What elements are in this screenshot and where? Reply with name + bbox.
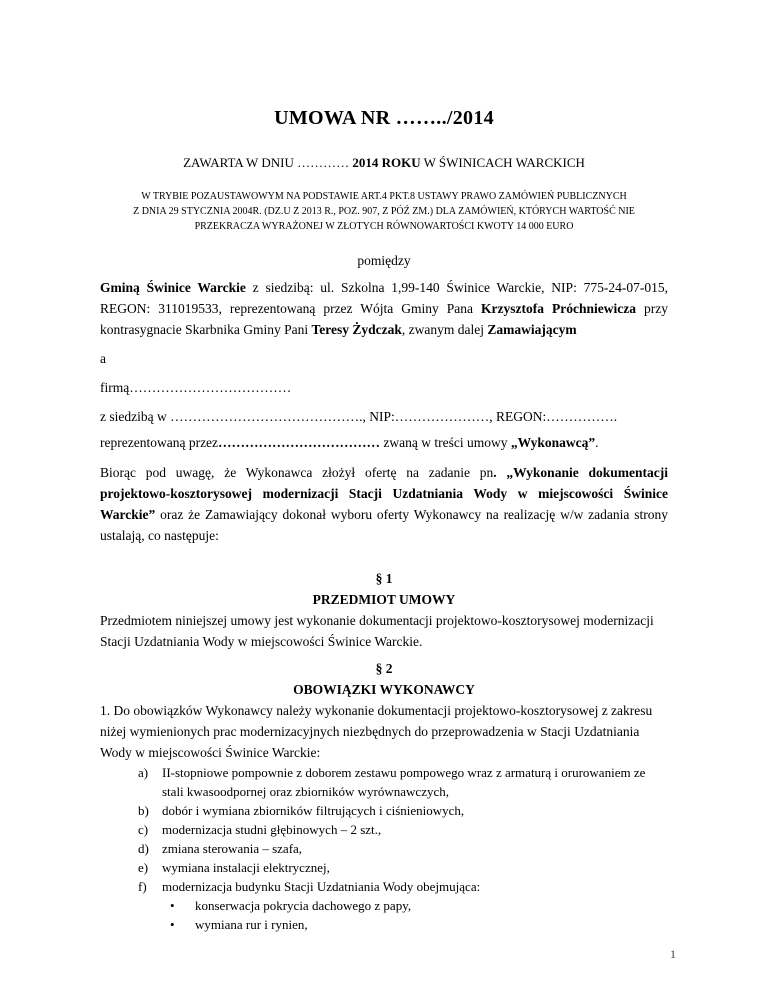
building-sublist — [100, 896, 668, 934]
legal-basis — [100, 189, 668, 234]
list-item-text: wymiana instalacji elektrycznej, — [162, 860, 330, 876]
section-1-number: § 1 — [375, 571, 393, 587]
section-2-intro: 1. Do obowiązków Wykonawcy należy wykonanie dokumentacji projektowo-kosztorysowej z zakresu niżej wymienionych prac modernizacyjnych niezbędnych do przeprowadzenia w Stacji Uzdatniania Wody w miejscowości Świnice Warckie: — [100, 703, 653, 761]
bullet-item-text: konserwacja pokrycia dachowego z papy, — [195, 898, 412, 914]
list-item-marker: a) — [138, 765, 149, 781]
list-item-text: dobór i wymiana zbiorników filtrujących i ciśnieniowych, — [162, 803, 465, 819]
bullet-item-text: wymiana rur i rynien, — [195, 917, 308, 933]
list-item-marker: d) — [138, 841, 149, 857]
list-item-marker: e) — [138, 860, 149, 876]
list-item-text: modernizacja studni głębinowych – 2 szt., — [162, 822, 382, 838]
bullet-item — [170, 896, 668, 915]
preamble-paragraph: Biorąc pod uwagę, że Wykonawca złożył ofertę na zadanie pn. „Wykonanie dokumentacji projektowo-kosztorysowej modernizacji Stacji Uzdatniania Wody w miejscowości Świnice Warckie” oraz że Zamawiający dokonał wyboru oferty Wykonawcy na realizację w/w zadania strony ustalają, co następuje: — [100, 465, 668, 544]
section-2-title: OBOWIĄZKI WYKONAWCY — [293, 682, 475, 698]
bullet-icon: • — [170, 898, 175, 914]
contractor-address-blank: z siedzibą w ……………………………………., NIP:…………………, REGON:……………. — [100, 409, 618, 425]
page-number: 1 — [670, 947, 676, 961]
legal-basis-line-2: Z DNIA 29 STYCZNIA 2004R. (DZ.U Z 2013 R., POZ. 907, Z PÓŹ ZM.) DLA ZAMÓWIEŃ, KTÓRYCH WARTOŚĆ NIE — [133, 206, 635, 218]
between-label: pomiędzy — [357, 253, 411, 269]
document-subtitle: ZAWARTA W DNIU ………… 2014 ROKU W ŚWINICACH WARCKICH — [183, 155, 585, 171]
section-1-body: Przedmiotem niniejszej umowy jest wykonanie dokumentacji projektowo-kosztorysowej modernizacji Stacji Uzdatniania Wody w miejscowości Świnice Warckie. — [100, 613, 654, 650]
section-2-number: § 2 — [375, 661, 393, 677]
section-1-title: PRZEDMIOT UMOWY — [312, 592, 456, 608]
list-item-text: modernizacja budynku Stacji Uzdatniania Wody obejmująca: — [162, 879, 481, 895]
contractor-representative-line: reprezentowaną przez……………………………… zwaną w treści umowy „Wykonawcą”. — [100, 435, 599, 451]
document-title: UMOWA NR ……../2014 — [274, 107, 494, 130]
legal-basis-line-1: W TRYBIE POZAUSTAWOWYM NA PODSTAWIE ART.4 PKT.8 USTAWY PRAWO ZAMÓWIEŃ PUBLICZNYCH — [141, 191, 627, 203]
list-item-text: II-stopniowe pompownie z doborem zestawu pompowego wraz z armaturą i orurowaniem ze stali kwasoodpornej oraz zbiorników wyrównawczych, — [162, 765, 646, 800]
list-item — [138, 763, 668, 801]
contractor-name-blank: firmą……………………………… — [100, 380, 292, 396]
bullet-icon: • — [170, 917, 175, 933]
party-zamawiajacy: Gminą Świnice Warckie z siedzibą: ul. Szkolna 1,99-140 Świnice Warckie, NIP: 775-24-07-015, REGON: 311019533, reprezentowaną przez Wójta Gminy Pana Krzysztofa Próchniewicza przy kontrasygnacie Skarbnika Gminy Pani Teresy Żydczak, zwanym dalej Zamawiającym — [100, 280, 668, 338]
list-item — [138, 877, 668, 896]
list-item-text: zmiana sterowania – szafa, — [162, 841, 303, 857]
list-item — [138, 858, 668, 877]
list-item — [138, 839, 668, 858]
obligations-list — [100, 763, 668, 896]
list-item — [138, 820, 668, 839]
legal-basis-line-3: PRZEKRACZA WYRAŻONEJ W ZŁOTYCH RÓWNOWARTOŚCI KWOTY 14 000 EURO — [194, 221, 574, 233]
list-item-marker: b) — [138, 803, 149, 819]
bullet-item — [170, 915, 668, 934]
list-item-marker: f) — [138, 879, 147, 895]
and-label: a — [100, 351, 106, 367]
list-item — [138, 801, 668, 820]
list-item-marker: c) — [138, 822, 149, 838]
